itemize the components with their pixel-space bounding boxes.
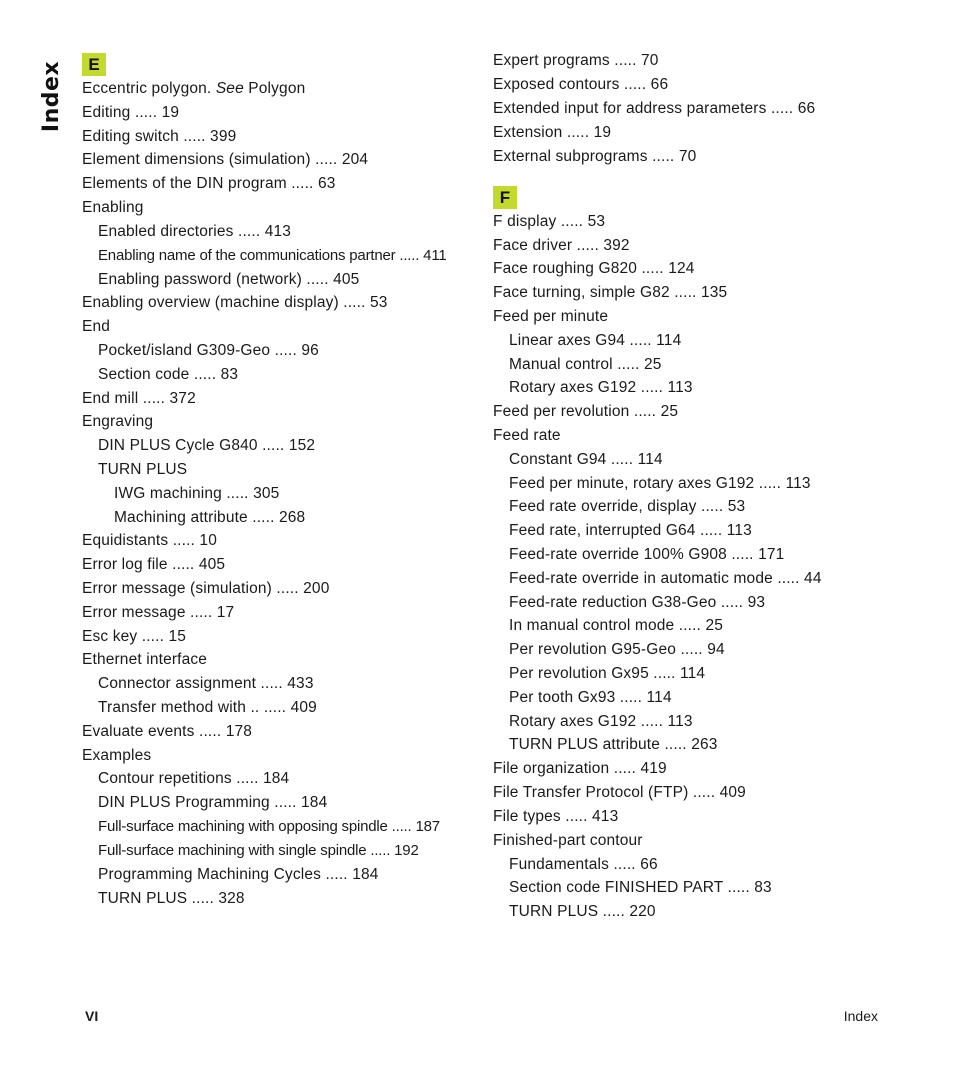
index-entry: Extension ..... 19 — [493, 124, 612, 141]
index-entry: Error message ..... 17 — [82, 604, 235, 621]
index-subentry: Feed rate override, display ..... 53 — [509, 498, 746, 515]
index-entry: Face roughing G820 ..... 124 — [493, 260, 695, 277]
index-entry: Editing ..... 19 — [82, 104, 180, 121]
index-subentry: TURN PLUS — [98, 461, 188, 478]
index-entry: Equidistants ..... 10 — [82, 532, 217, 549]
index-entry: Finished-part contour — [493, 832, 643, 849]
index-entry: Elements of the DIN program ..... 63 — [82, 175, 336, 192]
index-entry: Feed per minute — [493, 308, 609, 325]
index-subentry: Feed rate, interrupted G64 ..... 113 — [509, 522, 752, 539]
index-subentry: TURN PLUS attribute ..... 263 — [509, 736, 718, 753]
index-entry: Engraving — [82, 413, 154, 430]
index-entry: Eccentric polygon. See Polygon — [82, 80, 306, 97]
index-subentry: Enabling name of the communications partner ..... 411 — [98, 247, 447, 264]
index-entry: Error message (simulation) ..... 200 — [82, 580, 330, 597]
index-subentry: Transfer method with .. ..... 409 — [98, 699, 317, 716]
index-entry: Expert programs ..... 70 — [493, 52, 659, 69]
index-subentry: Feed-rate override in automatic mode ..... 44 — [509, 570, 822, 587]
index-entry: Extended input for address parameters ..... 66 — [493, 100, 816, 117]
index-subentry: Connector assignment ..... 433 — [98, 675, 314, 692]
index-subentry: Full-surface machining with single spindle ..... 192 — [98, 842, 419, 859]
index-entry: Feed per revolution ..... 25 — [493, 403, 679, 420]
index-entry: External subprograms ..... 70 — [493, 148, 697, 165]
index-subentry: Per tooth Gx93 ..... 114 — [509, 689, 672, 706]
index-entry: Editing switch ..... 399 — [82, 128, 237, 145]
index-subentry: Linear axes G94 ..... 114 — [509, 332, 682, 349]
index-entry: File types ..... 413 — [493, 808, 619, 825]
index-subentry: Rotary axes G192 ..... 113 — [509, 713, 693, 730]
index-subentry: Feed per minute, rotary axes G192 ..... 113 — [509, 475, 811, 492]
index-subentry: Per revolution Gx95 ..... 114 — [509, 665, 706, 682]
section-letter-f: F — [493, 186, 517, 209]
index-subentry: Enabling password (network) ..... 405 — [98, 271, 360, 288]
side-title — [38, 60, 66, 133]
index-subentry: Feed-rate reduction G38-Geo ..... 93 — [509, 594, 766, 611]
index-entry: Face turning, simple G82 ..... 135 — [493, 284, 728, 301]
index-entry: Examples — [82, 747, 152, 764]
index-entry: Esc key ..... 15 — [82, 628, 187, 645]
index-subentry: Fundamentals ..... 66 — [509, 856, 658, 873]
index-subentry: TURN PLUS ..... 220 — [509, 903, 656, 920]
page-number: VI — [85, 1008, 99, 1024]
index-subentry: TURN PLUS ..... 328 — [98, 890, 245, 907]
index-entry: F display ..... 53 — [493, 213, 606, 230]
index-entry: Enabling — [82, 199, 144, 216]
index-subentry: DIN PLUS Cycle G840 ..... 152 — [98, 437, 316, 454]
index-subentry: Per revolution G95-Geo ..... 94 — [509, 641, 725, 658]
index-subentry: Full-surface machining with opposing spindle ..... 187 — [98, 818, 440, 835]
index-entry: Error log file ..... 405 — [82, 556, 226, 573]
index-entry: File Transfer Protocol (FTP) ..... 409 — [493, 784, 746, 801]
footer-section-label: Index — [843, 1008, 878, 1024]
index-subentry: Manual control ..... 25 — [509, 356, 662, 373]
index-subentry: Rotary axes G192 ..... 113 — [509, 379, 693, 396]
index-entry: Ethernet interface — [82, 651, 208, 668]
index-entry: File organization ..... 419 — [493, 760, 667, 777]
index-subentry: Section code ..... 83 — [98, 366, 239, 383]
index-entry: End — [82, 318, 111, 335]
index-subentry: Programming Machining Cycles ..... 184 — [98, 866, 379, 883]
index-entry: Face driver ..... 392 — [493, 237, 630, 254]
index-subentry: Section code FINISHED PART ..... 83 — [509, 879, 772, 896]
index-entry: Exposed contours ..... 66 — [493, 76, 669, 93]
index-entry: End mill ..... 372 — [82, 390, 196, 407]
index-subentry: Contour repetitions ..... 184 — [98, 770, 290, 787]
index-subentry: Pocket/island G309-Geo ..... 96 — [98, 342, 319, 359]
index-subentry: DIN PLUS Programming ..... 184 — [98, 794, 328, 811]
index-subentry: Constant G94 ..... 114 — [509, 451, 663, 468]
index-subentry: Feed-rate override 100% G908 ..... 171 — [509, 546, 785, 563]
index-subentry: In manual control mode ..... 25 — [509, 617, 724, 634]
index-entry: Feed rate — [493, 427, 561, 444]
side-title-text: Index — [39, 60, 65, 133]
section-letter-e: E — [82, 53, 106, 76]
index-entry: Evaluate events ..... 178 — [82, 723, 253, 740]
index-entry: Enabling overview (machine display) ..... 53 — [82, 294, 388, 311]
index-entry: Element dimensions (simulation) ..... 204 — [82, 151, 369, 168]
index-subentry: Enabled directories ..... 413 — [98, 223, 292, 240]
index-subsubentry: IWG machining ..... 305 — [114, 485, 280, 502]
index-subsubentry: Machining attribute ..... 268 — [114, 509, 306, 526]
